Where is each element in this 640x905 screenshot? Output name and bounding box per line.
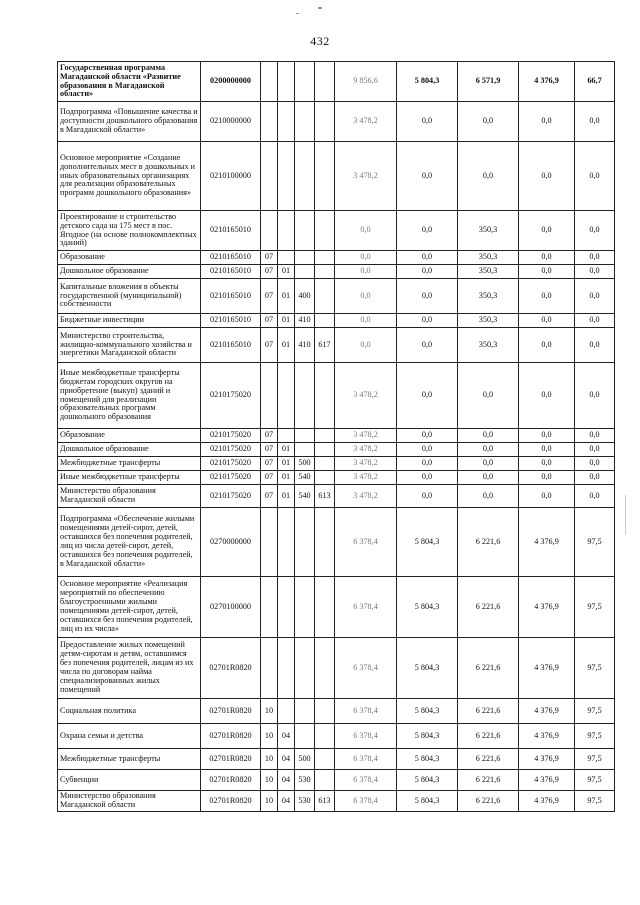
row-value-1: 3 478,2 bbox=[335, 429, 397, 443]
row-value-5: 97,5 bbox=[575, 699, 615, 724]
row-value-5: 0,0 bbox=[575, 265, 615, 279]
row-administrator-code bbox=[315, 429, 335, 443]
row-value-5: 97,5 bbox=[575, 749, 615, 770]
table-row bbox=[58, 508, 615, 577]
row-name: Межбюджетные трансферты bbox=[58, 457, 201, 471]
row-value-2: 0,0 bbox=[397, 102, 458, 142]
row-value-5: 97,5 bbox=[575, 770, 615, 791]
row-target-code: 0210165010 bbox=[201, 265, 261, 279]
row-target-code: 02701R0820 bbox=[201, 638, 261, 699]
row-value-1: 6 378,4 bbox=[335, 577, 397, 638]
row-section-code: 07 bbox=[261, 328, 278, 363]
table-row bbox=[58, 314, 615, 328]
table-row bbox=[58, 638, 615, 699]
row-value-3: 6 221,6 bbox=[458, 770, 519, 791]
table-row bbox=[58, 443, 615, 457]
row-target-code: 0210175020 bbox=[201, 485, 261, 508]
row-value-5: 97,5 bbox=[575, 577, 615, 638]
row-subsection-code bbox=[278, 211, 295, 251]
row-value-1: 3 478,2 bbox=[335, 443, 397, 457]
row-expense-type-code: 530 bbox=[295, 791, 315, 812]
row-name: Подпрограмма «Повышение качества и доступности дошкольного образования в Магаданской области» bbox=[58, 102, 201, 142]
row-section-code bbox=[261, 638, 278, 699]
row-value-4: 4 376,9 bbox=[519, 749, 575, 770]
row-section-code bbox=[261, 211, 278, 251]
row-value-5: 0,0 bbox=[575, 279, 615, 314]
row-value-2: 0,0 bbox=[397, 328, 458, 363]
table-row bbox=[58, 265, 615, 279]
row-expense-type-code: 540 bbox=[295, 485, 315, 508]
row-target-code: 02701R0820 bbox=[201, 724, 261, 749]
row-expense-type-code bbox=[295, 251, 315, 265]
row-subsection-code: 01 bbox=[278, 279, 295, 314]
row-value-1: 0,0 bbox=[335, 265, 397, 279]
row-administrator-code bbox=[315, 577, 335, 638]
row-administrator-code bbox=[315, 142, 335, 211]
row-administrator-code bbox=[315, 251, 335, 265]
row-administrator-code bbox=[315, 724, 335, 749]
row-administrator-code bbox=[315, 638, 335, 699]
row-administrator-code bbox=[315, 508, 335, 577]
row-expense-type-code bbox=[295, 211, 315, 251]
table-row bbox=[58, 251, 615, 265]
scan-speck bbox=[296, 13, 299, 14]
row-value-2: 5 804,3 bbox=[397, 638, 458, 699]
row-administrator-code bbox=[315, 471, 335, 485]
row-target-code: 0210175020 bbox=[201, 429, 261, 443]
row-value-2: 0,0 bbox=[397, 211, 458, 251]
row-value-1: 3 478,2 bbox=[335, 471, 397, 485]
scan-speck bbox=[625, 495, 626, 535]
row-value-1: 3 478,2 bbox=[335, 102, 397, 142]
row-value-1: 6 378,4 bbox=[335, 638, 397, 699]
row-expense-type-code bbox=[295, 363, 315, 429]
row-administrator-code bbox=[315, 62, 335, 102]
row-target-code: 0270100000 bbox=[201, 577, 261, 638]
row-section-code: 07 bbox=[261, 485, 278, 508]
row-value-2: 0,0 bbox=[397, 265, 458, 279]
row-value-3: 0,0 bbox=[458, 363, 519, 429]
row-value-4: 4 376,9 bbox=[519, 577, 575, 638]
row-value-4: 0,0 bbox=[519, 363, 575, 429]
row-administrator-code bbox=[315, 443, 335, 457]
row-name: Дошкольное образование bbox=[58, 265, 201, 279]
row-name: Образование bbox=[58, 429, 201, 443]
row-value-3: 0,0 bbox=[458, 457, 519, 471]
row-target-code: 0210165010 bbox=[201, 314, 261, 328]
row-subsection-code: 01 bbox=[278, 471, 295, 485]
row-value-2: 0,0 bbox=[397, 142, 458, 211]
row-value-4: 0,0 bbox=[519, 429, 575, 443]
row-target-code: 0270000000 bbox=[201, 508, 261, 577]
row-value-2: 0,0 bbox=[397, 363, 458, 429]
row-value-3: 6 221,6 bbox=[458, 791, 519, 812]
row-value-4: 0,0 bbox=[519, 211, 575, 251]
row-name: Бюджетные инвестиции bbox=[58, 314, 201, 328]
row-value-1: 3 478,2 bbox=[335, 457, 397, 471]
row-value-2: 0,0 bbox=[397, 314, 458, 328]
row-value-4: 4 376,9 bbox=[519, 508, 575, 577]
row-administrator-code bbox=[315, 211, 335, 251]
row-value-2: 5 804,3 bbox=[397, 699, 458, 724]
row-expense-type-code bbox=[295, 102, 315, 142]
row-target-code: 0210100000 bbox=[201, 142, 261, 211]
row-section-code: 07 bbox=[261, 457, 278, 471]
row-section-code bbox=[261, 142, 278, 211]
row-subsection-code bbox=[278, 699, 295, 724]
row-value-2: 5 804,3 bbox=[397, 577, 458, 638]
row-administrator-code bbox=[315, 102, 335, 142]
row-expense-type-code: 500 bbox=[295, 457, 315, 471]
row-value-2: 5 804,3 bbox=[397, 724, 458, 749]
row-name: Охрана семьи и детства bbox=[58, 724, 201, 749]
row-value-3: 6 221,6 bbox=[458, 577, 519, 638]
table-row bbox=[58, 485, 615, 508]
row-value-1: 0,0 bbox=[335, 211, 397, 251]
row-section-code bbox=[261, 508, 278, 577]
row-value-1: 3 478,2 bbox=[335, 363, 397, 429]
row-administrator-code bbox=[315, 363, 335, 429]
row-target-code: 0200000000 bbox=[201, 62, 261, 102]
row-value-5: 0,0 bbox=[575, 211, 615, 251]
row-subsection-code: 01 bbox=[278, 328, 295, 363]
scan-speck bbox=[318, 7, 322, 9]
row-value-1: 6 378,4 bbox=[335, 791, 397, 812]
row-target-code: 02701R0820 bbox=[201, 791, 261, 812]
row-value-5: 97,5 bbox=[575, 724, 615, 749]
table-row bbox=[58, 328, 615, 363]
row-value-4: 0,0 bbox=[519, 265, 575, 279]
table-row bbox=[58, 363, 615, 429]
row-administrator-code: 613 bbox=[315, 485, 335, 508]
row-section-code: 07 bbox=[261, 471, 278, 485]
row-expense-type-code: 540 bbox=[295, 471, 315, 485]
row-section-code: 10 bbox=[261, 791, 278, 812]
row-value-2: 5 804,3 bbox=[397, 791, 458, 812]
row-value-5: 0,0 bbox=[575, 328, 615, 363]
row-name: Социальная политика bbox=[58, 699, 201, 724]
row-value-3: 6 221,6 bbox=[458, 749, 519, 770]
table-row bbox=[58, 724, 615, 749]
row-value-2: 5 804,3 bbox=[397, 749, 458, 770]
row-value-4: 4 376,9 bbox=[519, 699, 575, 724]
row-name: Подпрограмма «Обеспечение жилыми помещениями детей-сирот, детей, оставшихся без попечения родителей, лиц из числа детей-сирот, детей, оставшихся без попечения родителей, в Магаданской области» bbox=[58, 508, 201, 577]
row-value-1: 6 378,4 bbox=[335, 724, 397, 749]
row-expense-type-code bbox=[295, 577, 315, 638]
row-value-1: 6 378,4 bbox=[335, 749, 397, 770]
row-value-1: 0,0 bbox=[335, 279, 397, 314]
row-name: Министерство строительства, жилищно-коммунального хозяйства и энергетики Магаданской области bbox=[58, 328, 201, 363]
row-value-3: 350,3 bbox=[458, 314, 519, 328]
row-value-1: 0,0 bbox=[335, 314, 397, 328]
row-value-3: 6 221,6 bbox=[458, 508, 519, 577]
row-name: Иные межбюджетные трансферты бюджетам городских округов на приобретение (выкуп) зданий и помещений для реализации образовательных программ дошкольного образования bbox=[58, 363, 201, 429]
table-row bbox=[58, 699, 615, 724]
row-expense-type-code bbox=[295, 265, 315, 279]
row-subsection-code: 01 bbox=[278, 443, 295, 457]
row-section-code bbox=[261, 363, 278, 429]
table-row bbox=[58, 102, 615, 142]
row-value-5: 0,0 bbox=[575, 429, 615, 443]
table-body bbox=[58, 62, 615, 812]
row-name: Образование bbox=[58, 251, 201, 265]
row-value-4: 0,0 bbox=[519, 457, 575, 471]
row-value-3: 6 221,6 bbox=[458, 724, 519, 749]
row-value-1: 0,0 bbox=[335, 251, 397, 265]
row-value-5: 97,5 bbox=[575, 508, 615, 577]
row-subsection-code bbox=[278, 142, 295, 211]
row-section-code bbox=[261, 62, 278, 102]
row-subsection-code: 04 bbox=[278, 770, 295, 791]
row-target-code: 0210165010 bbox=[201, 328, 261, 363]
row-value-1: 6 378,4 bbox=[335, 770, 397, 791]
row-value-2: 0,0 bbox=[397, 443, 458, 457]
row-value-1: 6 378,4 bbox=[335, 508, 397, 577]
row-expense-type-code bbox=[295, 142, 315, 211]
row-value-3: 0,0 bbox=[458, 102, 519, 142]
row-subsection-code: 01 bbox=[278, 265, 295, 279]
row-value-4: 0,0 bbox=[519, 314, 575, 328]
row-section-code: 07 bbox=[261, 251, 278, 265]
row-subsection-code bbox=[278, 251, 295, 265]
row-subsection-code bbox=[278, 429, 295, 443]
row-value-4: 0,0 bbox=[519, 251, 575, 265]
row-target-code: 02701R0820 bbox=[201, 749, 261, 770]
row-subsection-code bbox=[278, 508, 295, 577]
table-row bbox=[58, 211, 615, 251]
row-value-2: 0,0 bbox=[397, 485, 458, 508]
row-value-4: 0,0 bbox=[519, 443, 575, 457]
table-row bbox=[58, 279, 615, 314]
table-row bbox=[58, 471, 615, 485]
row-expense-type-code bbox=[295, 429, 315, 443]
row-administrator-code bbox=[315, 770, 335, 791]
row-expense-type-code bbox=[295, 443, 315, 457]
row-section-code: 07 bbox=[261, 314, 278, 328]
row-section-code: 07 bbox=[261, 265, 278, 279]
row-administrator-code bbox=[315, 265, 335, 279]
row-name: Межбюджетные трансферты bbox=[58, 749, 201, 770]
row-administrator-code bbox=[315, 279, 335, 314]
row-value-3: 6 571,9 bbox=[458, 62, 519, 102]
row-value-5: 0,0 bbox=[575, 485, 615, 508]
row-value-3: 6 221,6 bbox=[458, 699, 519, 724]
row-subsection-code bbox=[278, 62, 295, 102]
row-name: Субвенции bbox=[58, 770, 201, 791]
row-value-4: 0,0 bbox=[519, 102, 575, 142]
row-administrator-code bbox=[315, 699, 335, 724]
row-target-code: 0210175020 bbox=[201, 363, 261, 429]
row-value-5: 97,5 bbox=[575, 791, 615, 812]
row-target-code: 0210165010 bbox=[201, 279, 261, 314]
row-subsection-code: 04 bbox=[278, 791, 295, 812]
row-value-3: 6 221,6 bbox=[458, 638, 519, 699]
table-row bbox=[58, 791, 615, 812]
row-subsection-code: 01 bbox=[278, 485, 295, 508]
row-value-1: 3 478,2 bbox=[335, 485, 397, 508]
row-expense-type-code bbox=[295, 508, 315, 577]
row-expense-type-code bbox=[295, 62, 315, 102]
row-value-4: 0,0 bbox=[519, 471, 575, 485]
row-value-1: 6 378,4 bbox=[335, 699, 397, 724]
row-expense-type-code: 410 bbox=[295, 314, 315, 328]
row-value-4: 4 376,9 bbox=[519, 638, 575, 699]
row-administrator-code bbox=[315, 314, 335, 328]
row-expense-type-code: 410 bbox=[295, 328, 315, 363]
row-name: Предоставление жилых помещений детям-сиротам и детям, оставшимся без попечения родителей, лицам из их числа по договорам найма специализированных жилых помещений bbox=[58, 638, 201, 699]
row-value-5: 0,0 bbox=[575, 457, 615, 471]
row-value-2: 0,0 bbox=[397, 429, 458, 443]
row-value-3: 350,3 bbox=[458, 279, 519, 314]
row-value-4: 0,0 bbox=[519, 142, 575, 211]
row-section-code: 10 bbox=[261, 699, 278, 724]
table-row bbox=[58, 749, 615, 770]
row-name: Министерство образования Магаданской области bbox=[58, 485, 201, 508]
table-row bbox=[58, 457, 615, 471]
row-target-code: 02701R0820 bbox=[201, 699, 261, 724]
row-value-3: 350,3 bbox=[458, 211, 519, 251]
row-value-5: 97,5 bbox=[575, 638, 615, 699]
row-section-code: 07 bbox=[261, 429, 278, 443]
row-value-4: 0,0 bbox=[519, 485, 575, 508]
row-value-3: 350,3 bbox=[458, 265, 519, 279]
row-administrator-code: 613 bbox=[315, 791, 335, 812]
row-value-3: 350,3 bbox=[458, 328, 519, 363]
table-row bbox=[58, 429, 615, 443]
row-name: Дошкольное образование bbox=[58, 443, 201, 457]
row-target-code: 0210165010 bbox=[201, 211, 261, 251]
row-value-3: 350,3 bbox=[458, 251, 519, 265]
row-value-5: 0,0 bbox=[575, 142, 615, 211]
row-value-4: 4 376,9 bbox=[519, 770, 575, 791]
row-value-5: 0,0 bbox=[575, 471, 615, 485]
row-target-code: 0210175020 bbox=[201, 443, 261, 457]
row-name: Основное мероприятие «Реализация мероприятий по обеспечению благоустроенными жилыми помещениями детей-сирот, детей, оставшихся без попечения родителей, лиц из их числа» bbox=[58, 577, 201, 638]
row-subsection-code bbox=[278, 638, 295, 699]
row-value-1: 0,0 bbox=[335, 328, 397, 363]
row-section-code: 10 bbox=[261, 770, 278, 791]
table-row bbox=[58, 577, 615, 638]
row-subsection-code bbox=[278, 577, 295, 638]
row-administrator-code: 617 bbox=[315, 328, 335, 363]
row-value-4: 4 376,9 bbox=[519, 724, 575, 749]
row-expense-type-code bbox=[295, 699, 315, 724]
row-value-3: 0,0 bbox=[458, 485, 519, 508]
row-section-code: 07 bbox=[261, 443, 278, 457]
row-section-code bbox=[261, 102, 278, 142]
row-name: Основное мероприятие «Создание дополнительных мест в дошкольных и иных образовательных организациях для реализации образовательных программ дошкольного образования» bbox=[58, 142, 201, 211]
page-number: 432 bbox=[310, 34, 330, 48]
row-value-2: 5 804,3 bbox=[397, 62, 458, 102]
row-expense-type-code: 500 bbox=[295, 749, 315, 770]
table-row bbox=[58, 62, 615, 102]
row-target-code: 0210000000 bbox=[201, 102, 261, 142]
row-value-2: 5 804,3 bbox=[397, 508, 458, 577]
row-value-4: 4 376,9 bbox=[519, 62, 575, 102]
row-name: Проектирование и строительство детского сада на 175 мест в пос. Ягодное (на основе полнокомплектных зданий) bbox=[58, 211, 201, 251]
row-subsection-code: 04 bbox=[278, 749, 295, 770]
row-value-5: 0,0 bbox=[575, 443, 615, 457]
row-value-2: 0,0 bbox=[397, 251, 458, 265]
row-name: Капитальные вложения в объекты государственной (муниципальной) собственности bbox=[58, 279, 201, 314]
row-target-code: 0210165010 bbox=[201, 251, 261, 265]
row-subsection-code: 01 bbox=[278, 314, 295, 328]
row-expense-type-code: 400 bbox=[295, 279, 315, 314]
row-administrator-code bbox=[315, 457, 335, 471]
row-value-3: 0,0 bbox=[458, 429, 519, 443]
row-value-5: 0,0 bbox=[575, 363, 615, 429]
row-value-4: 0,0 bbox=[519, 328, 575, 363]
row-expense-type-code: 530 bbox=[295, 770, 315, 791]
row-subsection-code: 04 bbox=[278, 724, 295, 749]
row-name: Министерство образования Магаданской области bbox=[58, 791, 201, 812]
row-value-2: 0,0 bbox=[397, 457, 458, 471]
row-subsection-code bbox=[278, 363, 295, 429]
row-subsection-code bbox=[278, 102, 295, 142]
row-value-2: 5 804,3 bbox=[397, 770, 458, 791]
row-value-3: 0,0 bbox=[458, 471, 519, 485]
row-value-4: 0,0 bbox=[519, 279, 575, 314]
row-administrator-code bbox=[315, 749, 335, 770]
table-row bbox=[58, 770, 615, 791]
row-section-code: 07 bbox=[261, 279, 278, 314]
row-target-code: 0210175020 bbox=[201, 457, 261, 471]
row-subsection-code: 01 bbox=[278, 457, 295, 471]
row-value-3: 0,0 bbox=[458, 142, 519, 211]
row-target-code: 02701R0820 bbox=[201, 770, 261, 791]
row-section-code bbox=[261, 577, 278, 638]
row-value-3: 0,0 bbox=[458, 443, 519, 457]
row-value-5: 0,0 bbox=[575, 314, 615, 328]
row-value-1: 9 856,6 bbox=[335, 62, 397, 102]
row-section-code: 10 bbox=[261, 724, 278, 749]
row-value-2: 0,0 bbox=[397, 279, 458, 314]
row-value-5: 0,0 bbox=[575, 251, 615, 265]
row-value-2: 0,0 bbox=[397, 471, 458, 485]
row-value-4: 4 376,9 bbox=[519, 791, 575, 812]
row-expense-type-code bbox=[295, 638, 315, 699]
table-row bbox=[58, 142, 615, 211]
row-value-5: 0,0 bbox=[575, 102, 615, 142]
row-expense-type-code bbox=[295, 724, 315, 749]
row-name: Иные межбюджетные трансферты bbox=[58, 471, 201, 485]
row-value-5: 66,7 bbox=[575, 62, 615, 102]
row-name: Государственная программа Магаданской области «Развитие образования в Магаданской области» bbox=[58, 62, 201, 102]
row-value-1: 3 478,2 bbox=[335, 142, 397, 211]
budget-table bbox=[57, 61, 615, 812]
row-section-code: 10 bbox=[261, 749, 278, 770]
row-target-code: 0210175020 bbox=[201, 471, 261, 485]
